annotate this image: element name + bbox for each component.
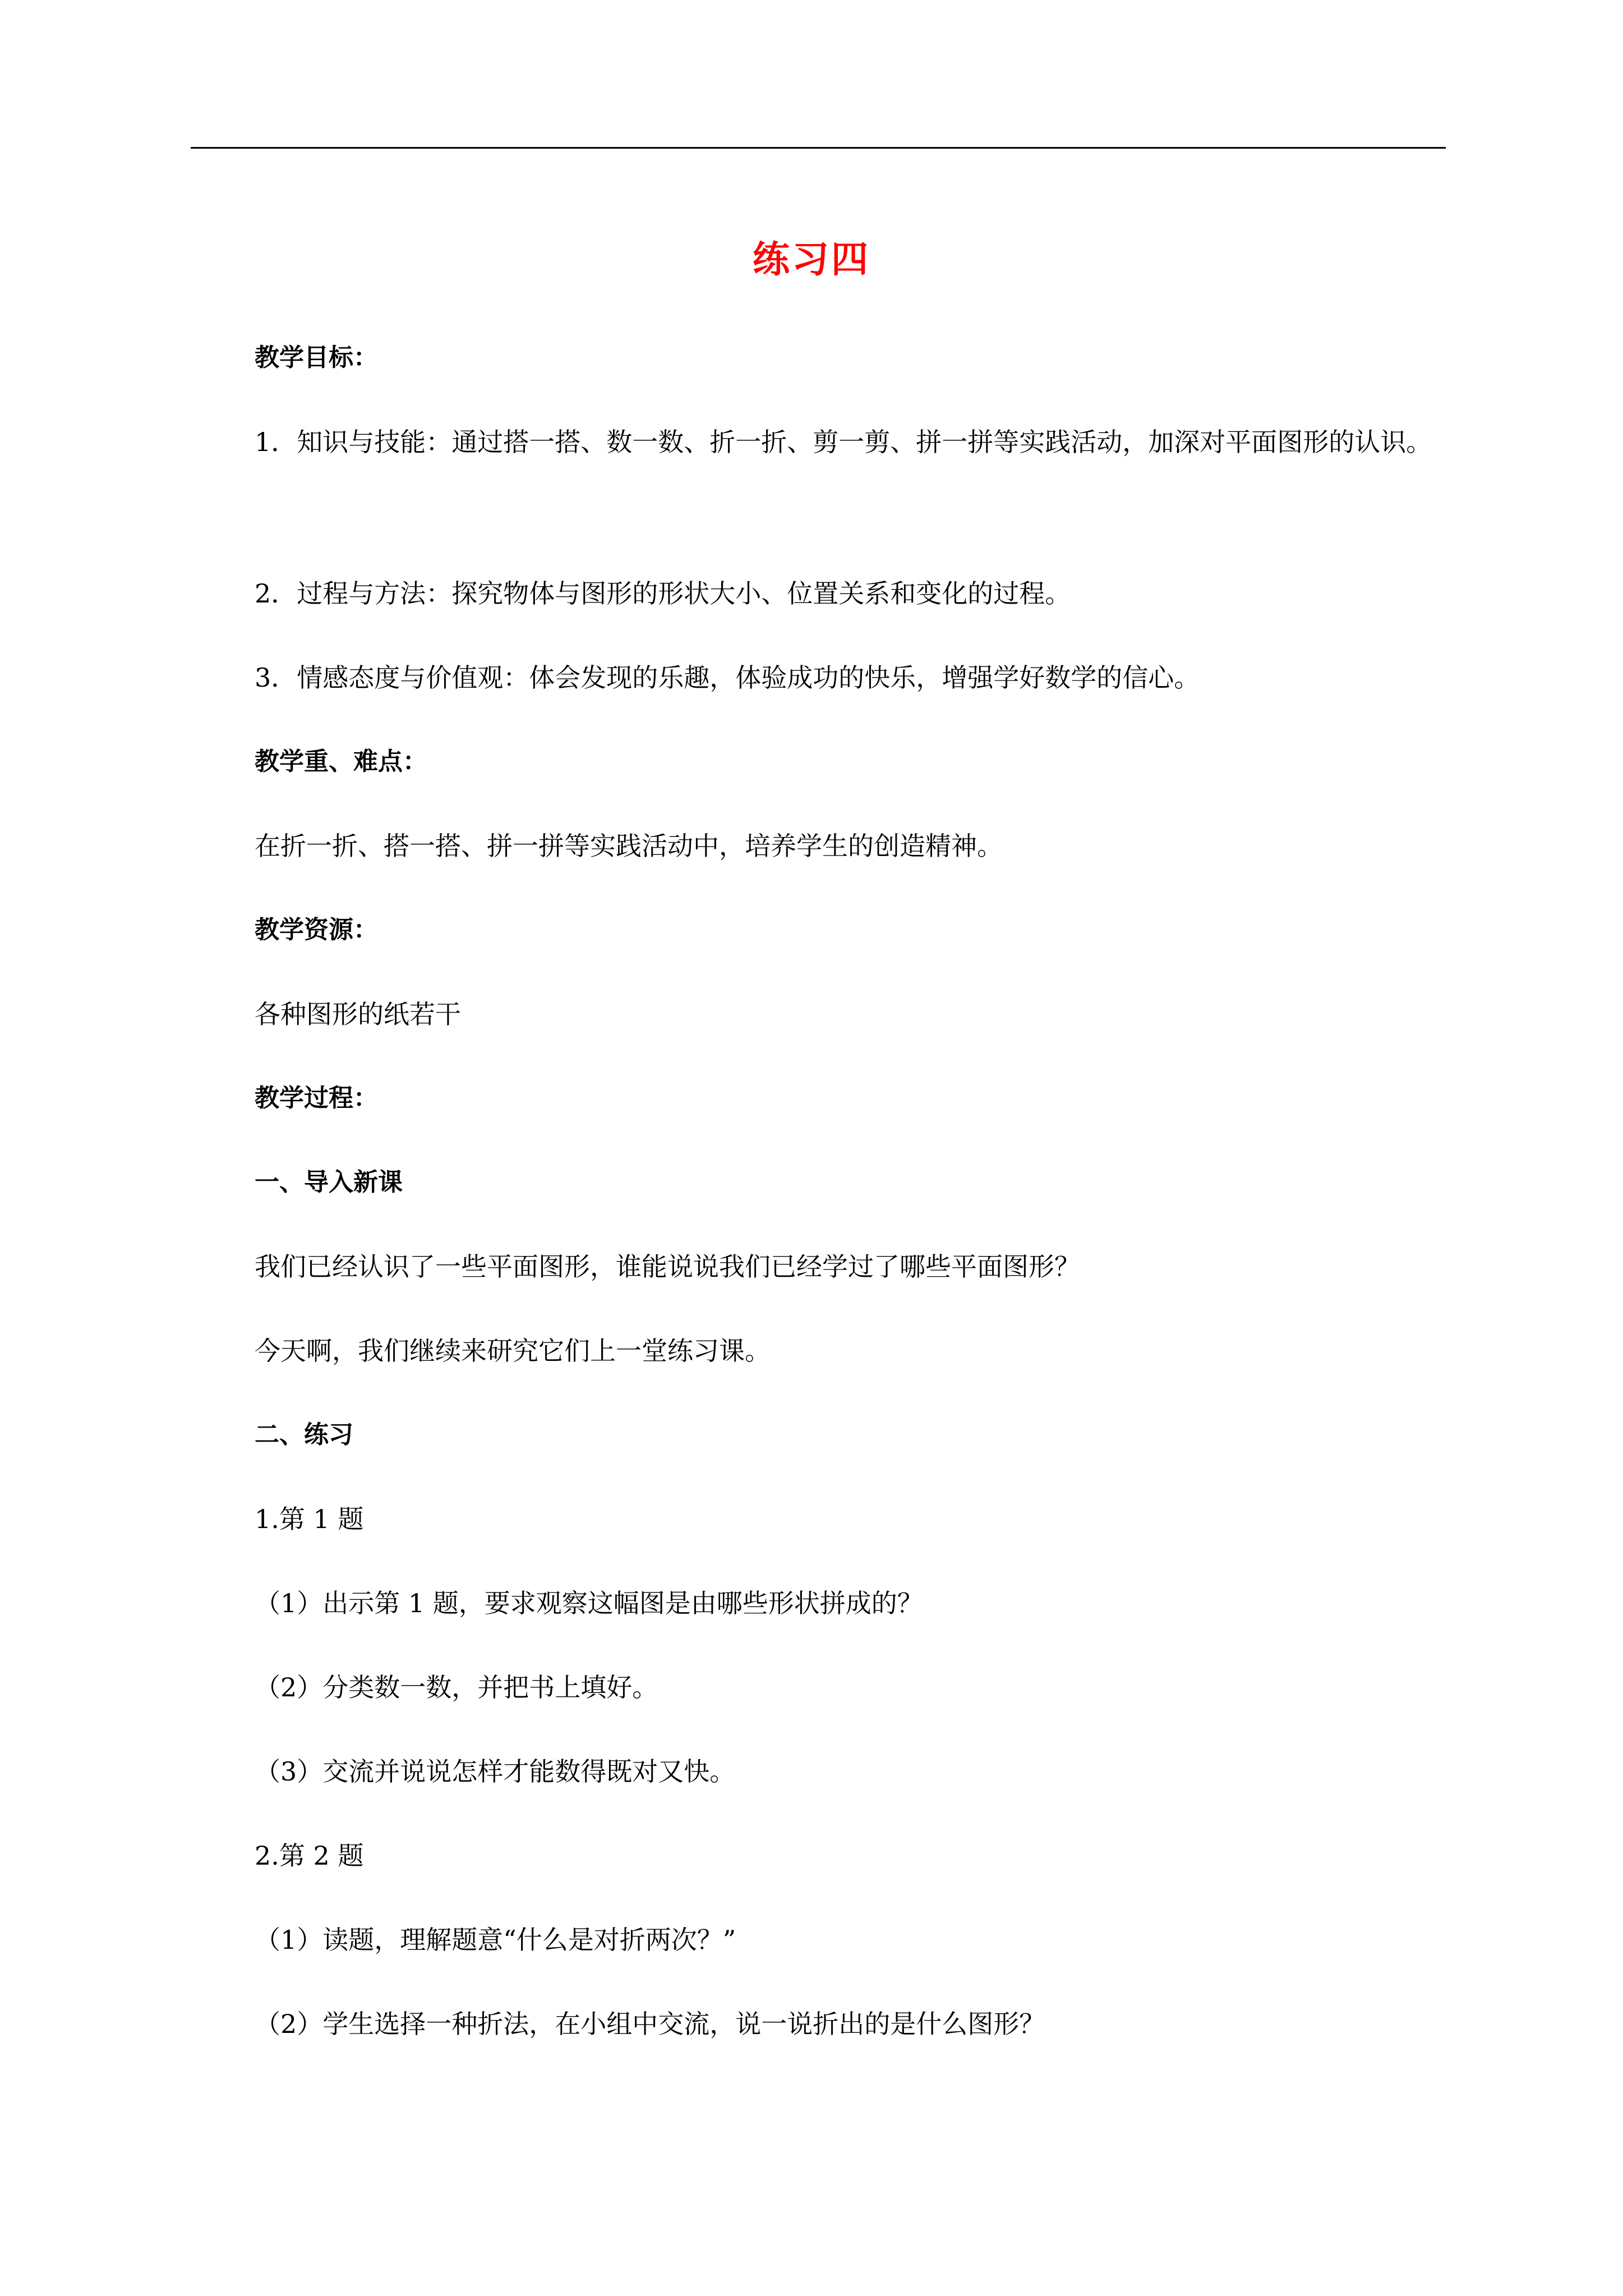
- section-practice: 二、练习: [255, 1420, 353, 1449]
- goal-process-method: 2．过程与方法：探究物体与图形的形状大小、位置关系和变化的过程。: [255, 578, 1071, 609]
- question-2-step-1: （1）读题，理解题意“什么是对折两次？”: [255, 1925, 736, 1955]
- key-points-text: 在折一折、搭一搭、拼一拼等实践活动中，培养学生的创造精神。: [255, 831, 1003, 861]
- intro-paragraph-2: 今天啊，我们继续来研究它们上一堂练习课。: [255, 1336, 771, 1366]
- question-2: 2.第 2 题: [255, 1841, 364, 1871]
- page-title: 练习四: [753, 238, 870, 281]
- goal-emotion-values: 3．情感态度与价值观：体会发现的乐趣，体验成功的快乐，增强学好数学的信心。: [255, 662, 1200, 693]
- question-1-step-1: （1）出示第 1 题，要求观察这幅图是由哪些形状拼成的？: [255, 1588, 923, 1618]
- question-1: 1.第 1 题: [255, 1504, 364, 1534]
- section-introduction: 一、导入新课: [255, 1168, 403, 1197]
- intro-paragraph-1: 我们已经认识了一些平面图形，谁能说说我们已经学过了哪些平面图形？: [255, 1251, 1080, 1282]
- heading-teaching-goals: 教学目标：: [255, 343, 378, 372]
- header-rule: [191, 147, 1446, 149]
- question-2-step-2: （2）学生选择一种折法，在小组中交流，说一说折出的是什么图形？: [255, 2009, 1045, 2039]
- heading-teaching-process: 教学过程：: [255, 1084, 378, 1112]
- heading-resources: 教学资源：: [255, 915, 378, 944]
- question-1-step-2: （2）分类数一数，并把书上填好。: [255, 1672, 658, 1703]
- question-1-step-3: （3）交流并说说怎样才能数得既对又快。: [255, 1756, 736, 1787]
- heading-key-points: 教学重、难点：: [255, 747, 427, 776]
- goal-knowledge-skills: 1．知识与技能：通过搭一搭、数一数、折一折、剪一剪、拼一拼等实践活动，加深对平面图形的认识。: [255, 427, 1432, 457]
- resources-text: 各种图形的纸若干: [255, 999, 461, 1029]
